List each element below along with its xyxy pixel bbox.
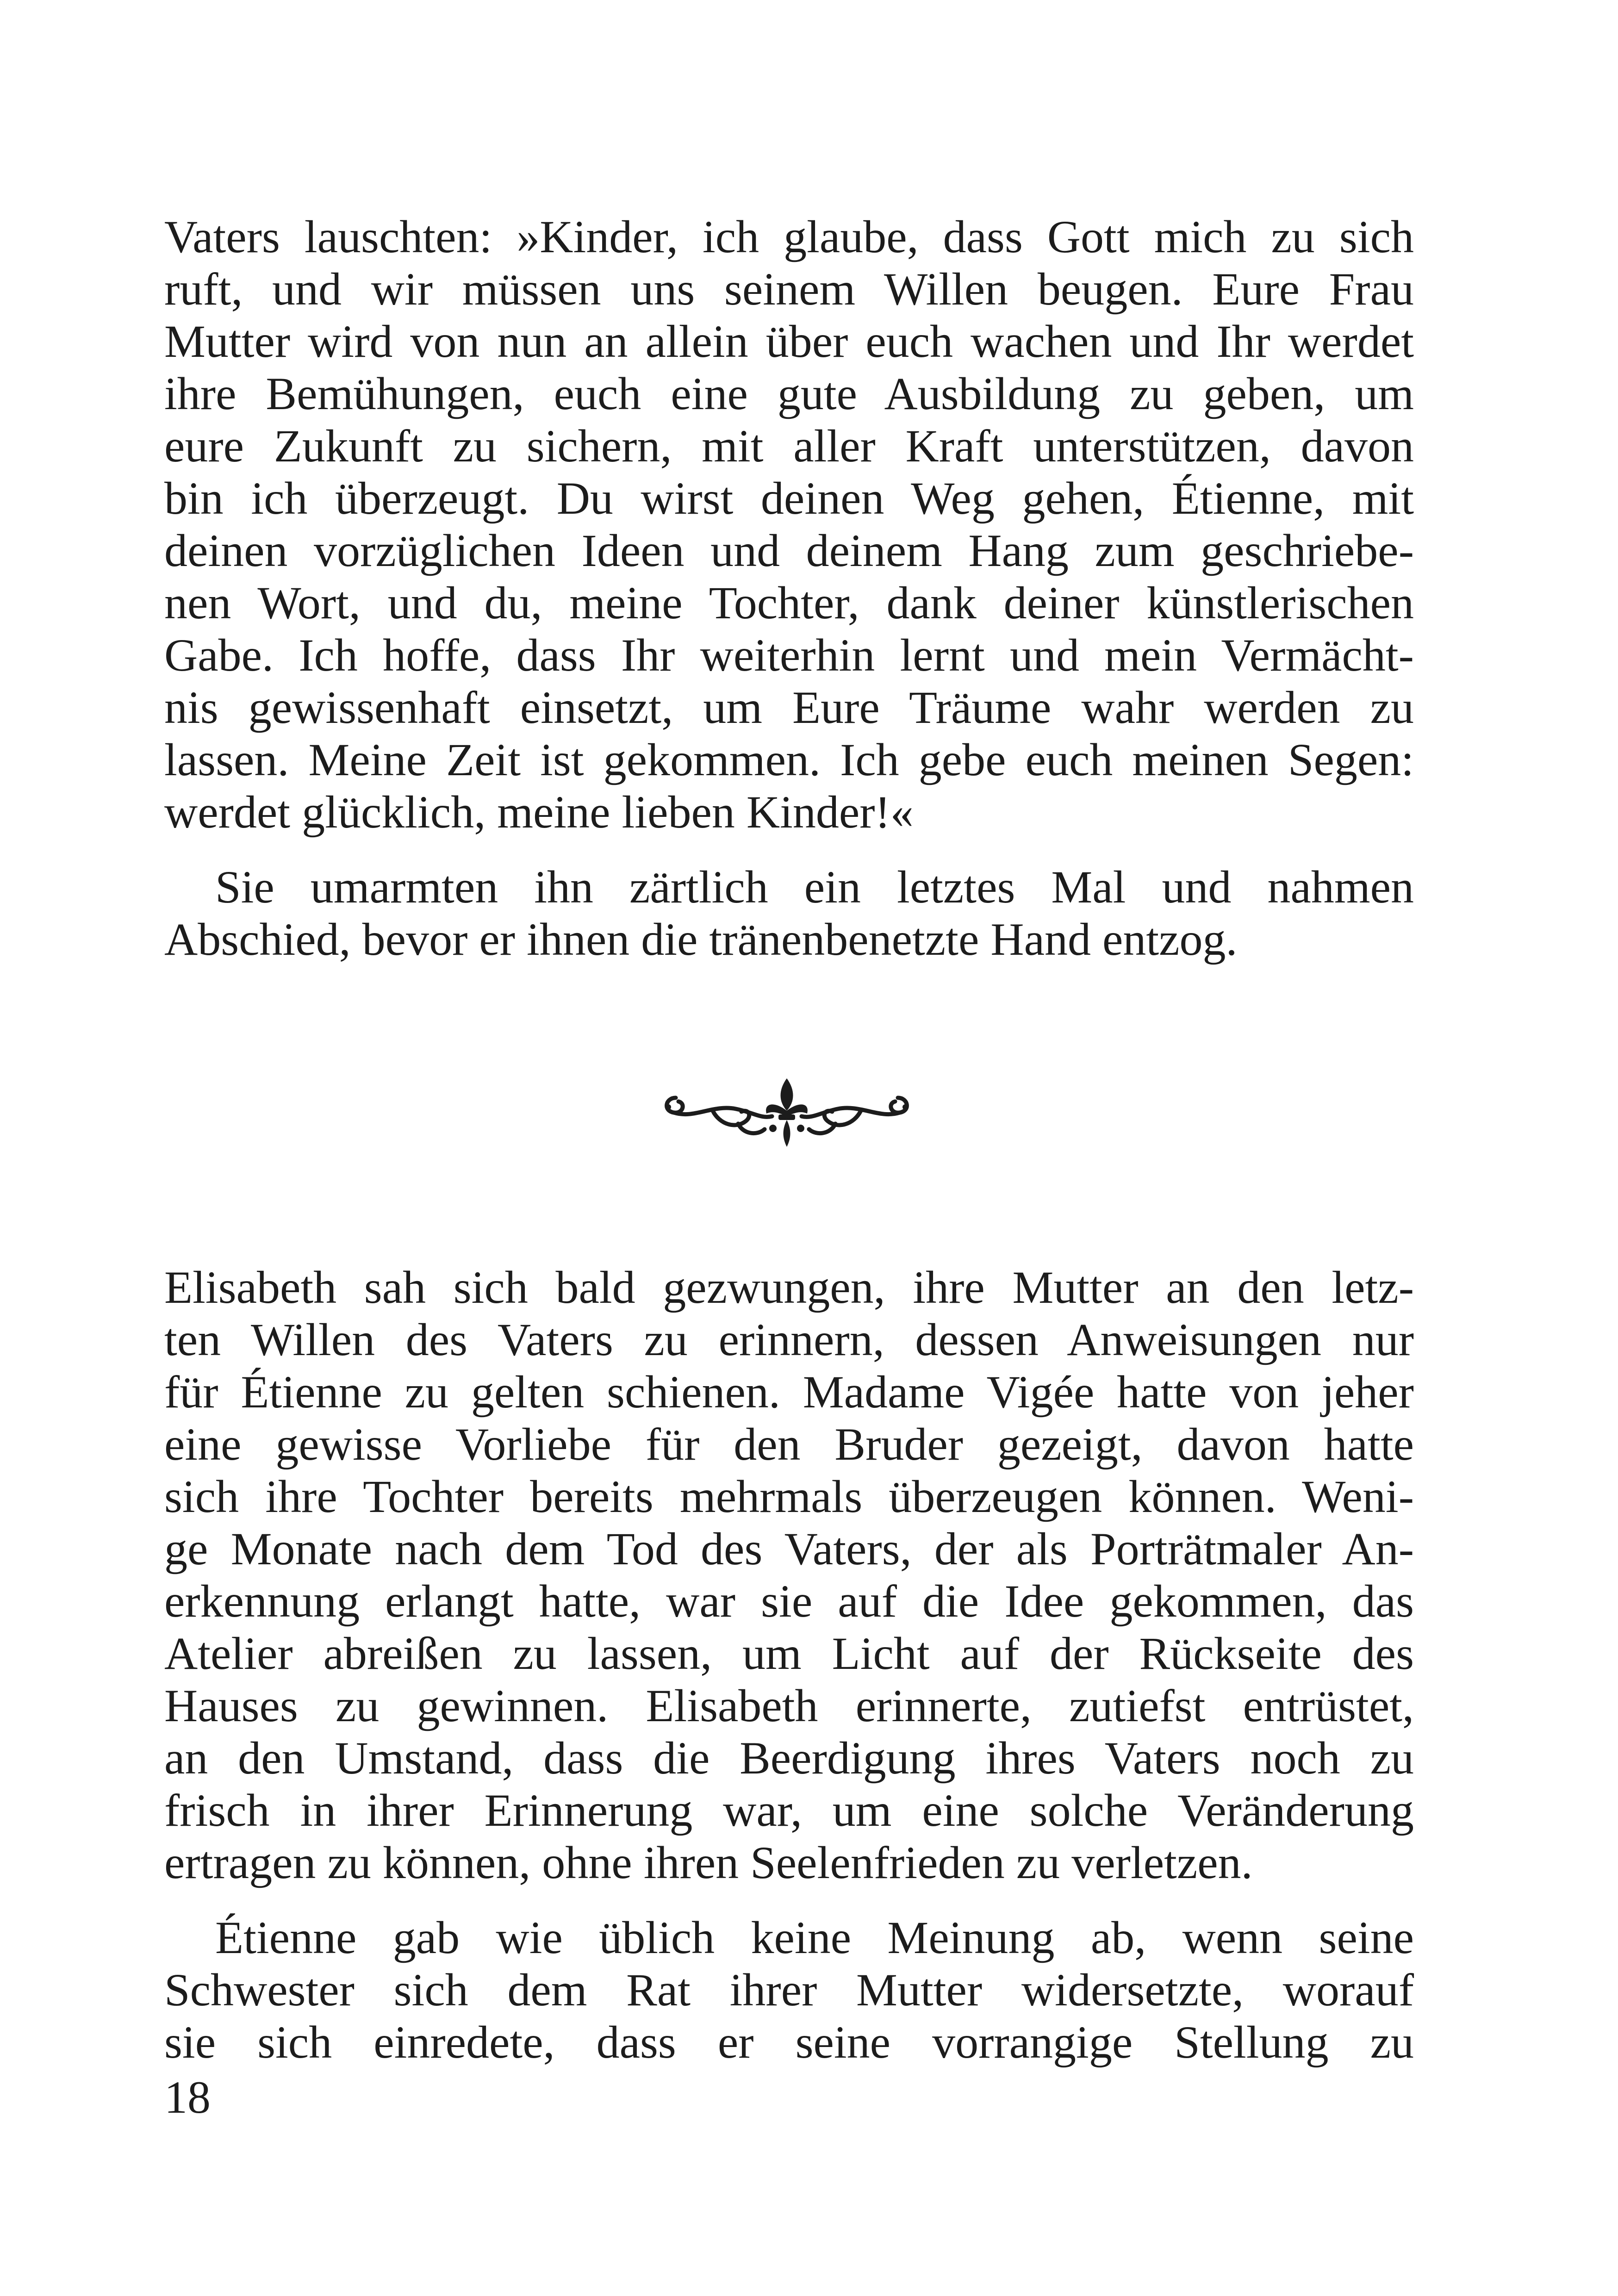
text-line: eure Zukunft zu sichern, mit aller Kraft unterstützen, davon	[164, 420, 1414, 472]
text-line: Abschied, bevor er ihnen die tränenbenetzte Hand entzog.	[164, 914, 1238, 965]
text-line: ten Willen des Vaters zu erinnern, dessen Anweisungen nur	[164, 1314, 1414, 1365]
text-line: Gabe. Ich hoffe, dass Ihr weiterhin lernt und mein Vermächt-	[164, 629, 1414, 681]
text-line: bin ich überzeugt. Du wirst deinen Weg gehen, Étienne, mit	[164, 473, 1414, 524]
text-line: sich ihre Tochter bereits mehrmals überzeugen können. Weni-	[164, 1471, 1414, 1522]
text-line: Elisabeth sah sich bald gezwungen, ihre Mutter an den letz-	[164, 1262, 1414, 1313]
paragraph-2	[164, 861, 1414, 965]
text-line: nis gewissenhaft einsetzt, um Eure Träume wahr werden zu	[164, 682, 1414, 733]
text-line: Hauses zu gewinnen. Elisabeth erinnerte, zutiefst entrüstet,	[164, 1680, 1414, 1731]
text-line: an den Umstand, dass die Beerdigung ihres Vaters noch zu	[164, 1732, 1414, 1784]
text-line: Schwester sich dem Rat ihrer Mutter widersetzte, worauf	[164, 1964, 1414, 2016]
text-line: ruft, und wir müssen uns seinem Willen beugen. Eure Frau	[164, 263, 1414, 315]
text-line: Sie umarmten ihn zärtlich ein letztes Mal und nahmen	[215, 861, 1414, 913]
text-line: deinen vorzüglichen Ideen und deinem Hang zum geschriebe-	[164, 525, 1414, 576]
text-line: nen Wort, und du, meine Tochter, dank deiner künstlerischen	[164, 577, 1414, 628]
paragraph-3	[164, 1261, 1414, 1889]
text-line: Vaters lauschten: »Kinder, ich glaube, dass Gott mich zu sich	[164, 211, 1414, 262]
text-line: Atelier abreißen zu lassen, um Licht auf der Rückseite des	[164, 1628, 1414, 1679]
flourish-divider-icon	[657, 1064, 916, 1157]
text-line: Étienne gab wie üblich keine Meinung ab, wenn seine	[215, 1912, 1414, 1963]
text-line: eine gewisse Vorliebe für den Bruder gezeigt, davon hatte	[164, 1419, 1414, 1470]
text-line: lassen. Meine Zeit ist gekommen. Ich gebe euch meinen Segen:	[164, 734, 1414, 785]
text-line: ihre Bemühungen, euch eine gute Ausbildung zu geben, um	[164, 368, 1414, 419]
text-line: frisch in ihrer Erinnerung war, um eine solche Veränderung	[164, 1785, 1414, 1836]
text-line: erkennung erlangt hatte, war sie auf die Idee gekommen, das	[164, 1575, 1414, 1627]
text-line: Mutter wird von nun an allein über euch wachen und Ihr werdet	[164, 316, 1414, 367]
page-number: 18	[164, 2072, 211, 2123]
text-line: für Étienne zu gelten schienen. Madame Vigée hatte von jeher	[164, 1366, 1414, 1418]
paragraph-4	[164, 1911, 1414, 2068]
text-line: ertragen zu können, ohne ihren Seelenfrieden zu verletzen.	[164, 1837, 1253, 1888]
text-line: sie sich einredete, dass er seine vorrangige Stellung zu	[164, 2016, 1414, 2068]
text-line: ge Monate nach dem Tod des Vaters, der als Porträtmaler An-	[164, 1523, 1414, 1574]
paragraph-1	[164, 211, 1414, 838]
text-line: werdet glücklich, meine lieben Kinder!«	[164, 786, 914, 838]
